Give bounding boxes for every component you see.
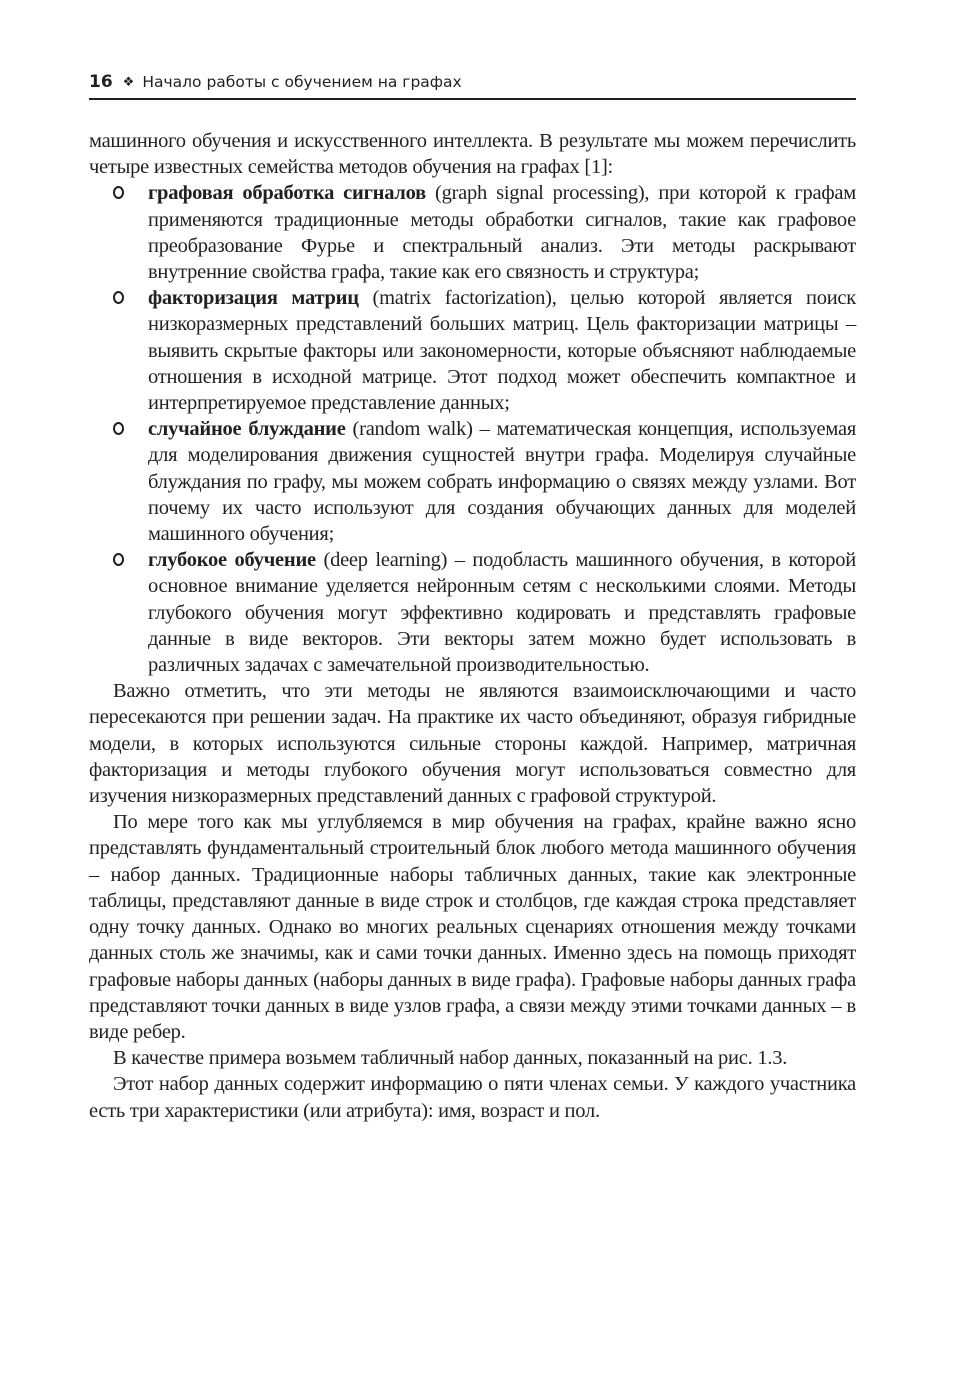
paragraph: Важно отметить, что эти методы не являются взаимоисключающими и часто пересекаются при решении задач. На практике их часто объединяют, образуя гибридные модели, в которых используются сильные стороны каждой. Например, матричная факторизация и методы глубокого обучения могут использоваться совместно для изучения низкоразмерных представлений данных с графовой структурой. xyxy=(89,680,856,808)
list-item xyxy=(89,547,856,678)
list-term: графовая обработка сигналов xyxy=(148,182,426,205)
body-text xyxy=(89,128,856,1124)
list-item xyxy=(89,180,856,285)
list-term: случайное блуждание xyxy=(148,418,346,441)
list-item xyxy=(89,285,856,416)
list-text: (random walk) – математическая концепция, используемая для моделирования движения сущностей внутри графа. Моделируя случайные блуждания по графу, мы можем собрать информацию о связях между узлами. Вот почему их часто используют для создания обучающих данных для моделей машинного обучения; xyxy=(148,418,856,546)
list-text: (matrix factorization), целью которой является поиск низкоразмерных представлений больших матриц. Цель факторизации матрицы – выявить скрытые факторы или закономерности, которые объясняют наблюдаемые отношения в исходной матрице. Этот подход может обеспечить компактное и интерпретируемое представление данных; xyxy=(148,287,856,415)
circle-bullet-icon xyxy=(113,291,124,304)
running-title: Начало работы с обучением на графах xyxy=(142,73,462,91)
list-item xyxy=(89,416,856,547)
circle-bullet-icon xyxy=(113,186,124,199)
paragraph: По мере того как мы углубляемся в мир обучения на графах, крайне важно ясно представлять фундаментальный строительный блок любого метода машинного обучения – набор данных. Традиционные наборы табличных данных, такие как электронные таблицы, представляют данные в виде строк и столбцов, где каждая строка представляет одну точку данных. Однако во многих реальных сценариях отношения между точками данных столь же значимы, как и сами точки данных. Именно здесь на помощь приходят графовые наборы данных (наборы данных в виде графа). Графовые наборы данных графа представляют точки данных в виде узлов графа, а связи между этими точками данных – в виде ребер. xyxy=(89,811,856,1043)
paragraph: В качестве примера возьмем табличный набор данных, показанный на рис. 1.3. xyxy=(113,1047,788,1070)
ornament-icon: ❖ xyxy=(122,75,135,90)
list-text: (graph signal processing), при которой к графам применяются традиционные методы обработки сигналов, такие как графовое преобразование Фурье и спектральный анализ. Эти методы раскрывают внутренние свойства графа, такие как его связность и структура; xyxy=(148,182,856,284)
list-term: глубокое обучение xyxy=(148,549,316,572)
list-text: (deep learning) – подобласть машинного обучения, в которой основное внимание уделяется нейронным сетям с несколькими слоями. Методы глубокого обучения могут эффективно кодировать и представлять графовые данные в виде векторов. Эти векторы затем можно будет использовать в различных задачах с замечательной производительностью. xyxy=(148,549,856,677)
circle-bullet-icon xyxy=(113,422,124,435)
running-header xyxy=(89,72,856,98)
header-rule xyxy=(89,98,856,100)
intro-paragraph: машинного обучения и искусственного интеллекта. В результате мы можем перечислить четыре известных семейства методов обучения на графах [1]: xyxy=(89,130,856,179)
list-term: факторизация матриц xyxy=(148,287,359,310)
methods-list xyxy=(89,180,856,678)
paragraph: Этот набор данных содержит информацию о пяти членах семьи. У каждого участника есть три характеристики (или атрибута): имя, возраст и пол. xyxy=(89,1073,856,1122)
page-number: 16 xyxy=(89,72,113,92)
circle-bullet-icon xyxy=(113,553,124,566)
